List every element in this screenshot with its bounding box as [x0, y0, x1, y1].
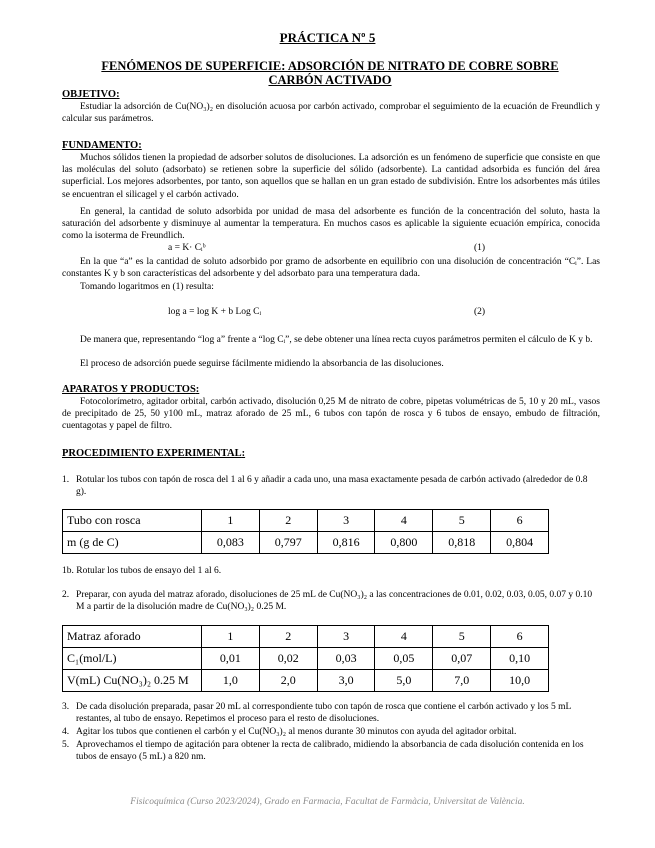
table-cell: 0,05: [375, 648, 433, 670]
table-cell: 3,0: [317, 670, 375, 692]
fundamento-paragraph-1: Muchos sólidos tienen la propiedad de adsorber solutos de disoluciones. La adsorción es un fenómeno de superficie que consiste en que las moléculas del soluto (adsorbato) se retienen sobre la superficie del sólido (adsorbente). La cantidad adsorbida es función del área superficial. Los mejores adsorbentes, por tanto, son aquellos que se hallan en un gran estado de subdivisión. Entre los adsorbentes más útiles se encuentran el silicagel y el carbón activado.: [62, 153, 600, 200]
step-4-text: Agitar los tubos que contienen el carbón y el Cu(NO₃)₂ al menos durante 30 minutos con ayuda del agitador orbital.: [76, 727, 517, 737]
page-subtitle: FENÓMENOS DE SUPERFICIE: ADSORCIÓN DE NITRATO DE COBRE SOBRE CARBÓN ACTIVADO: [101, 59, 559, 87]
table-cell: 3: [317, 626, 375, 648]
step-5-number: 5.: [62, 740, 70, 750]
table-cell: 7,0: [433, 670, 491, 692]
step-1b-text: 1b. Rotular los tubos de ensayo del 1 al 6.: [62, 566, 222, 576]
table-row-label: m (g de C): [63, 532, 202, 554]
table-cell: 0,07: [433, 648, 491, 670]
equation-2-number: (2): [474, 307, 486, 317]
step-3-number: 3.: [62, 702, 70, 712]
table-cell: 2: [259, 510, 317, 532]
objetivo-text: Estudiar la adsorción de Cu(NO₃)₂ en disolución acuosa por carbón activado, comprobar el seguimiento de la ecuación de Freundlich y calcular sus parámetros.: [62, 102, 600, 125]
step-3-text: De cada disolución preparada, pasar 20 mL al correspondiente tubo con tapón de rosca que contiene el carbón activado y los 5 mL restantes, al tubo de ensayo. Repetimos el proceso para el resto de disoluciones.: [76, 702, 571, 725]
fundamento-paragraph-4: Tomando logaritmos en (1) resulta:: [80, 282, 214, 292]
aparatos-heading: APARATOS Y PRODUCTOS:: [62, 384, 200, 395]
table-row: [63, 670, 549, 692]
step-1b: [62, 565, 600, 577]
step-1-text: Rotular los tubos con tapón de rosca del 1 al 6 y añadir a cada uno, una masa exactamente pesada de carbón activado (alrededor de 0.8 g).: [76, 475, 588, 498]
table-cell: 0,818: [433, 532, 491, 554]
table-row: [63, 510, 549, 532]
table-cell: 1: [202, 510, 260, 532]
table-cell: 0,800: [375, 532, 433, 554]
step-1-number: 1.: [62, 475, 70, 485]
step-2: [62, 589, 600, 615]
fundamento-paragraph-6: El proceso de adsorción puede seguirse fácilmente midiendo la absorbancia de las disoluciones.: [80, 359, 444, 369]
fundamento-heading: FUNDAMENTO:: [62, 140, 142, 151]
table-cell: 6: [491, 626, 549, 648]
table-cell: 0,804: [491, 532, 549, 554]
table-cell: 4: [375, 510, 433, 532]
table-cell: 5: [433, 510, 491, 532]
table-row: [63, 626, 549, 648]
step-3: [62, 701, 600, 727]
table-header-label: Tubo con rosca: [63, 510, 202, 532]
table-row-label: V(mL) Cu(NO₃)₂ 0.25 M: [63, 670, 202, 692]
table-cell: 5: [433, 626, 491, 648]
table-header-label: Matraz aforado: [63, 626, 202, 648]
table-cell: 5,0: [375, 670, 433, 692]
aparatos-text: Fotocolorímetro, agitador orbital, carbón activado, disolución 0,25 M de nitrato de cobre, pipetas volumétricas de 5, 10 y 20 mL, vasos de precipitado de 25, 50 y100 mL, matraz aforado de 25 mL, 6 tubos con tapón de rosca y 6 tubos de ensayo, embudo de filtración, cuentagotas y papel de filtro.: [62, 397, 600, 432]
procedimiento-heading: PROCEDIMIENTO EXPERIMENTAL:: [62, 448, 246, 459]
page-title: PRÁCTICA Nº 5: [279, 30, 376, 45]
equation-1-number: (1): [474, 243, 486, 253]
table-cell: 3: [317, 510, 375, 532]
equation-1: a = K· Cᵢᵇ: [168, 243, 206, 253]
table-cell: 0,01: [202, 648, 260, 670]
table-cell: 1: [202, 626, 260, 648]
table-row-label: C₁(mol/L): [63, 648, 202, 670]
table-cell: 0,083: [202, 532, 260, 554]
fundamento-paragraph-3: En la que “a” es la cantidad de soluto adsorbido por gramo de adsorbente en equilibrio con una disolución de concentración “Cᵢ”. Las constantes K y b son características del adsorbente y del adsorbato para una temperatura dada.: [62, 257, 600, 280]
step-2-text: Preparar, con ayuda del matraz aforado, disoluciones de 25 mL de Cu(NO₃)₂ a las concentraciones de 0.01, 0.02, 0.03, 0.05, 0.07 y 0.10 M a partir de la disolución madre de Cu(NO₃)₂ 0.25 M.: [76, 590, 593, 613]
page-footer: Fisicoquímica (Curso 2023/2024), Grado en Farmacia, Facultat de Farmàcia, Universitat de València.: [130, 797, 525, 807]
step-2-number: 2.: [62, 590, 70, 600]
table-cell: 0,797: [259, 532, 317, 554]
step-1: [62, 474, 600, 500]
table-dilutions: [62, 625, 549, 692]
table-cell: 0,02: [259, 648, 317, 670]
table-cell: 6: [491, 510, 549, 532]
equation-2: log a = log K + b Log Cᵢ: [168, 307, 262, 317]
step-5-text: Aprovechamos el tiempo de agitación para obtener la recta de calibrado, midiendo la absorbancia de cada disolución contenida en los tubos de ensayo (5 mL) a 820 nm.: [76, 740, 584, 763]
table-carbon-mass: [62, 509, 549, 554]
fundamento-paragraph-2: En general, la cantidad de soluto adsorbida por unidad de masa del adsorbente es función de la concentración del soluto, hasta la saturación del adsorbente y disminuye al aumentar la temperatura. En muchos casos es aplicable la siguiente ecuación empírica, conocida como la isoterma de Freundlich.: [62, 207, 600, 242]
table-cell: 10,0: [491, 670, 549, 692]
step-5: [62, 739, 600, 765]
table-cell: 0,03: [317, 648, 375, 670]
table-cell: 0,10: [491, 648, 549, 670]
table-cell: 1,0: [202, 670, 260, 692]
step-4-number: 4.: [62, 727, 70, 737]
step-4: [62, 726, 600, 739]
fundamento-paragraph-5: De manera que, representando “log a” frente a “log Cᵢ”, se debe obtener una línea recta cuyos parámetros permiten el cálculo de K y b.: [80, 335, 593, 345]
table-cell: 4: [375, 626, 433, 648]
table-row: [63, 532, 549, 554]
table-cell: 2,0: [259, 670, 317, 692]
table-cell: 2: [259, 626, 317, 648]
table-row: [63, 648, 549, 670]
table-cell: 0,816: [317, 532, 375, 554]
objetivo-heading: OBJETIVO:: [62, 89, 120, 100]
